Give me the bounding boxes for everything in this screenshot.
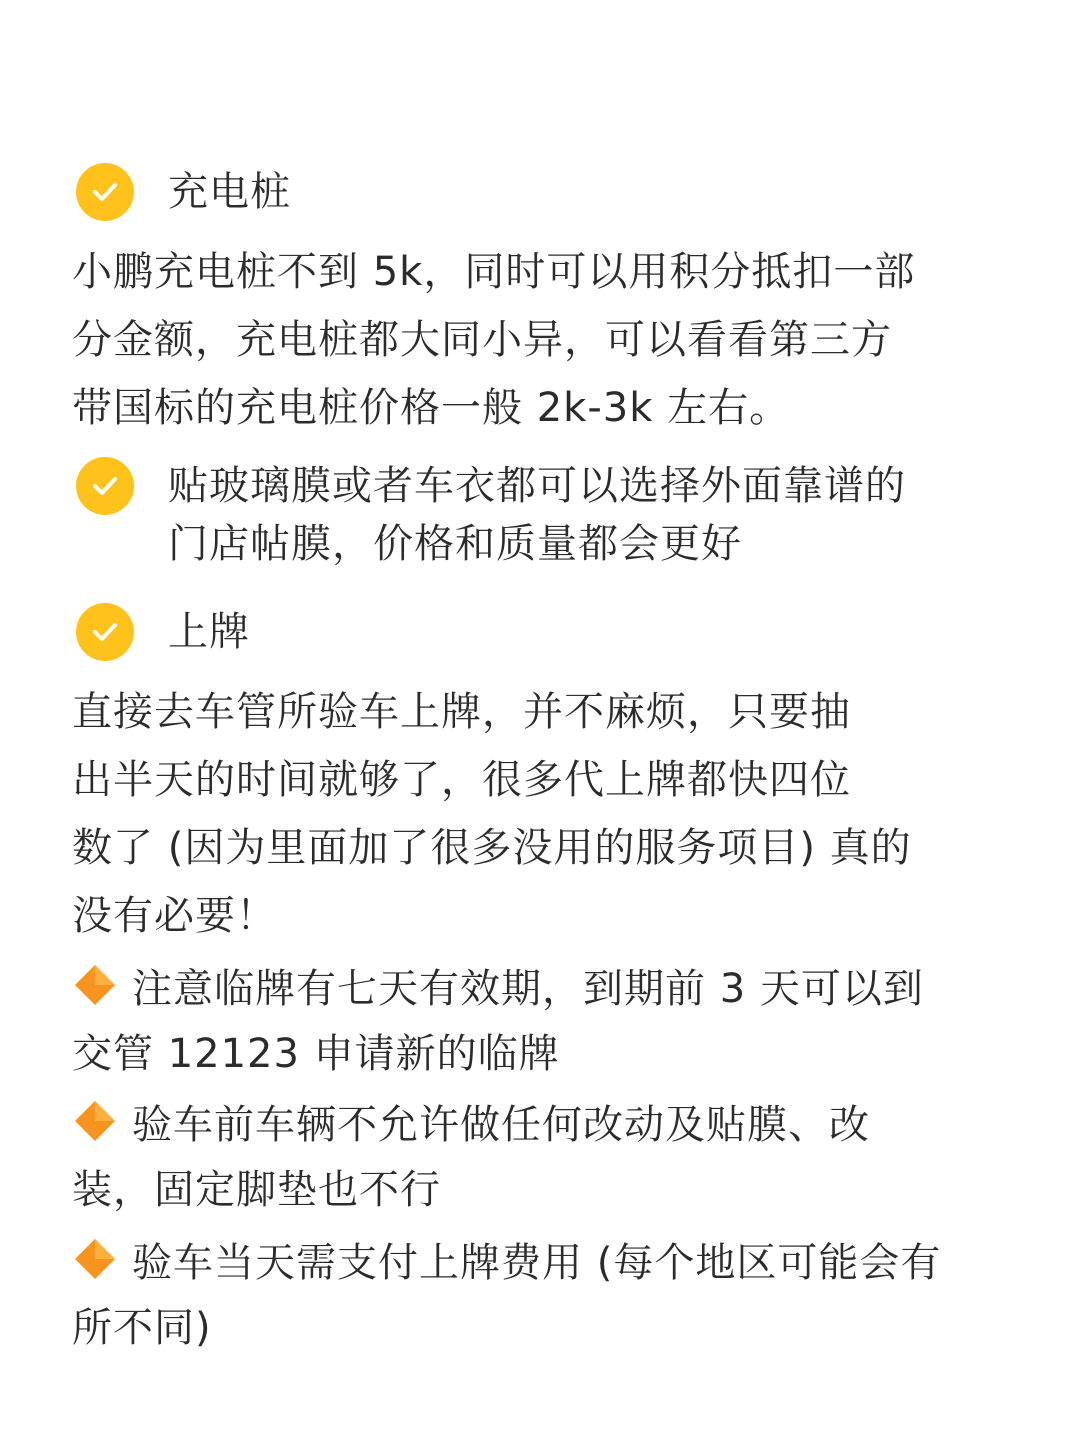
note-item [72, 1236, 941, 1287]
note-item [72, 1098, 870, 1149]
note-text: 注意临牌有七天有效期，到期前 3 天可以到 [132, 966, 924, 1012]
note-continuation: 装，固定脚垫也不行 [72, 1167, 441, 1213]
orange-diamond-icon [72, 1098, 118, 1144]
section-heading-charger [76, 162, 291, 222]
paragraph-line: 分金额，充电桩都大同小异，可以看看第三方 [72, 317, 892, 363]
heading-text: 贴玻璃膜或者车衣都可以选择外面靠谱的 [168, 463, 906, 509]
paragraph-line: 小鹏充电桩不到 5k，同时可以用积分抵扣一部 [72, 249, 916, 295]
note-text: 验车前车辆不允许做任何改动及贴膜、改 [132, 1102, 870, 1148]
note-continuation: 交管 12123 申请新的临牌 [72, 1031, 560, 1077]
paragraph-line: 没有必要！ [72, 893, 277, 939]
check-circle-icon [76, 457, 134, 515]
orange-diamond-icon [72, 1236, 118, 1282]
paragraph-line: 数了 (因为里面加了很多没用的服务项目) 真的 [72, 825, 912, 871]
paragraph-line: 门店帖膜，价格和质量都会更好 [168, 521, 742, 567]
paragraph-line: 带国标的充电桩价格一般 2k-3k 左右。 [72, 385, 791, 431]
orange-diamond-icon [72, 962, 118, 1008]
note-item [72, 962, 924, 1013]
paragraph-line: 出半天的时间就够了，很多代上牌都快四位 [72, 757, 851, 803]
heading-text: 上牌 [168, 609, 250, 655]
check-circle-icon [76, 603, 134, 661]
note-text: 验车当天需支付上牌费用 (每个地区可能会有 [132, 1240, 942, 1286]
heading-text: 充电桩 [168, 169, 291, 215]
paragraph-line: 直接去车管所验车上牌，并不麻烦，只要抽 [72, 689, 851, 735]
section-heading-film [76, 456, 906, 516]
section-heading-plate [76, 602, 250, 662]
note-continuation: 所不同) [72, 1305, 212, 1351]
check-circle-icon [76, 163, 134, 221]
